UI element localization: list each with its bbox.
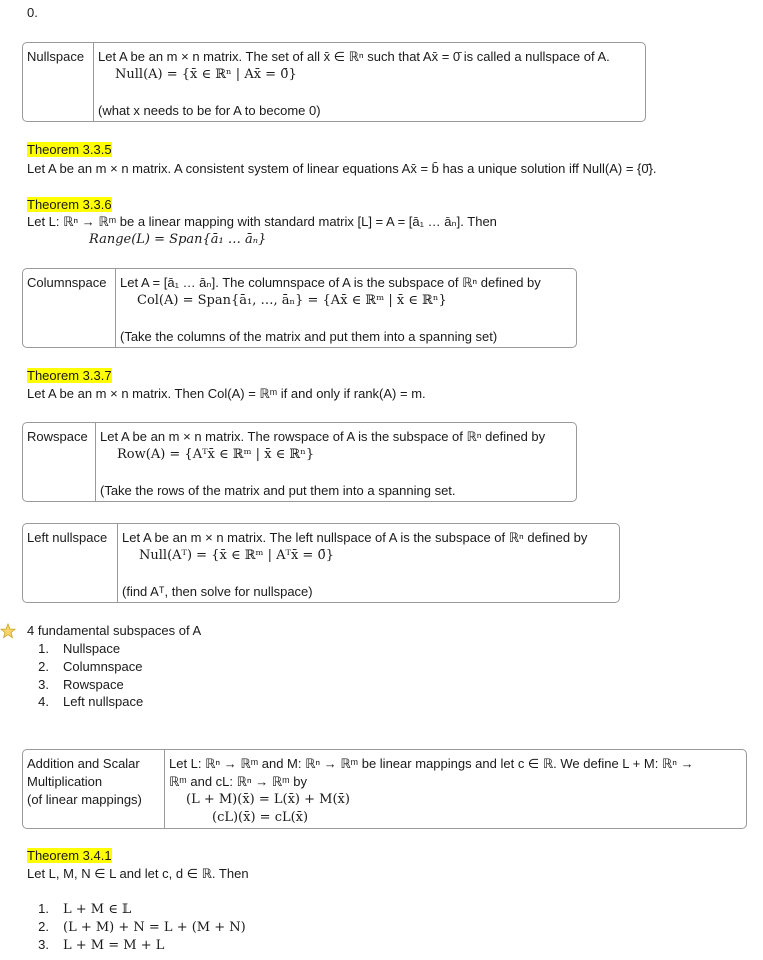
addition-scalar-formula2: (cL)(x̄) = cL(x̄) [212, 810, 309, 825]
addition-scalar-body [165, 750, 746, 828]
rowspace-note: (Take the rows of the matrix and put them into a spanning set. [100, 483, 456, 498]
theorem-3-3-7-text: Let A be an m × n matrix. Then Col(A) = ℝᵐ if and only if rank(A) = m. [27, 386, 426, 401]
left-nullspace-term: Left nullspace [23, 524, 118, 602]
addition-scalar-formula1: (L + M)(x̄) = L(x̄) + M(x̄) [186, 792, 350, 807]
columnspace-definition-box [22, 268, 577, 348]
addition-scalar-line1: Let L: ℝⁿ → ℝᵐ and M: ℝⁿ → ℝᵐ be linear mappings and let c ∈ ℝ. We define L + M: ℝⁿ → [169, 756, 694, 771]
subspaces-item-1: 1. Nullspace [38, 641, 121, 656]
left-nullspace-formula: Null(Aᵀ) = {x̄ ∈ ℝᵐ | Aᵀx̄ = 0̄} [139, 548, 334, 563]
rowspace-body [96, 423, 576, 501]
subspaces-item-4: 4. Left nullspace [38, 694, 144, 709]
subspaces-item-3: 3. Rowspace [38, 677, 124, 692]
theorem-3-3-5-label: Theorem 3.3.5 [27, 142, 112, 157]
theorem-3-4-1-text: Let L, M, N ∈ L and let c, d ∈ ℝ. Then [27, 866, 249, 881]
left-nullspace-body [118, 524, 619, 602]
subspaces-title: 4 fundamental subspaces of A [27, 623, 202, 638]
subspaces-item-2: 2. Columnspace [38, 659, 143, 674]
theorem-3-3-6-text: Let L: ℝⁿ → ℝᵐ be a linear mapping with standard matrix [L] = A = [ā₁ … āₙ]. Then [27, 214, 497, 229]
rowspace-line1: Let A be an m × n matrix. The rowspace of A is the subspace of ℝⁿ defined by [100, 429, 546, 444]
nullspace-note: (what x needs to be for A to become 0) [98, 103, 321, 118]
rowspace-term: Rowspace [23, 423, 96, 501]
theorem-3-3-7-label: Theorem 3.3.7 [27, 368, 112, 383]
top-fragment: 0. [27, 5, 38, 20]
nullspace-term: Nullspace [23, 43, 94, 121]
columnspace-body [116, 269, 576, 347]
left-nullspace-line1: Let A be an m × n matrix. The left nullspace of A is the subspace of ℝⁿ defined by [122, 530, 588, 545]
nullspace-formula: Null(A) = {x̄ ∈ ℝⁿ | Ax̄ = 0̄} [115, 67, 297, 82]
rowspace-formula: Row(A) = {Aᵀx̄ ∈ ℝᵐ | x̄ ∈ ℝⁿ} [117, 447, 315, 462]
addition-scalar-line2: ℝᵐ and cL: ℝⁿ → ℝᵐ by [169, 774, 307, 789]
rowspace-definition-box [22, 422, 577, 502]
columnspace-line1: Let A = [ā₁ … āₙ]. The columnspace of A is the subspace of ℝⁿ defined by [120, 275, 541, 290]
theorem-3-3-5-text: Let A be an m × n matrix. A consistent system of linear equations Ax̄ = b̄ has a unique solution iff Null(A) = {0̄}. [27, 161, 657, 176]
theorem-3-4-1-item-2: 2. (L + M) + N = L + (M + N) [38, 919, 246, 935]
theorem-3-4-1-item-1: 1. L + M ∈ 𝕃 [38, 901, 132, 917]
nullspace-body [94, 43, 645, 121]
theorem-3-3-6-formula: Range(L) = Span{ā₁ … āₙ} [89, 232, 267, 247]
theorem-3-3-6-label: Theorem 3.3.6 [27, 197, 112, 212]
addition-scalar-definition-box [22, 749, 747, 829]
left-nullspace-note: (find Aᵀ, then solve for nullspace) [122, 584, 313, 599]
columnspace-formula: Col(A) = Span{ā₁, …, āₙ} = {Ax̄ ∈ ℝᵐ | x̄ ∈ ℝⁿ} [137, 293, 447, 308]
nullspace-definition-box [22, 42, 646, 122]
columnspace-term: Columnspace [23, 269, 116, 347]
columnspace-note: (Take the columns of the matrix and put them into a spanning set) [120, 329, 498, 344]
addition-scalar-term: Addition and Scalar Multiplication (of linear mappings) [23, 750, 165, 828]
left-nullspace-definition-box [22, 523, 620, 603]
theorem-3-4-1-label: Theorem 3.4.1 [27, 848, 112, 863]
nullspace-line1: Let A be an m × n matrix. The set of all x̄ ∈ ℝⁿ such that Ax̄ = 0̄ is called a nullspace of A. [98, 49, 610, 64]
star-icon [0, 623, 16, 639]
theorem-3-4-1-item-3: 3. L + M = M + L [38, 937, 165, 953]
